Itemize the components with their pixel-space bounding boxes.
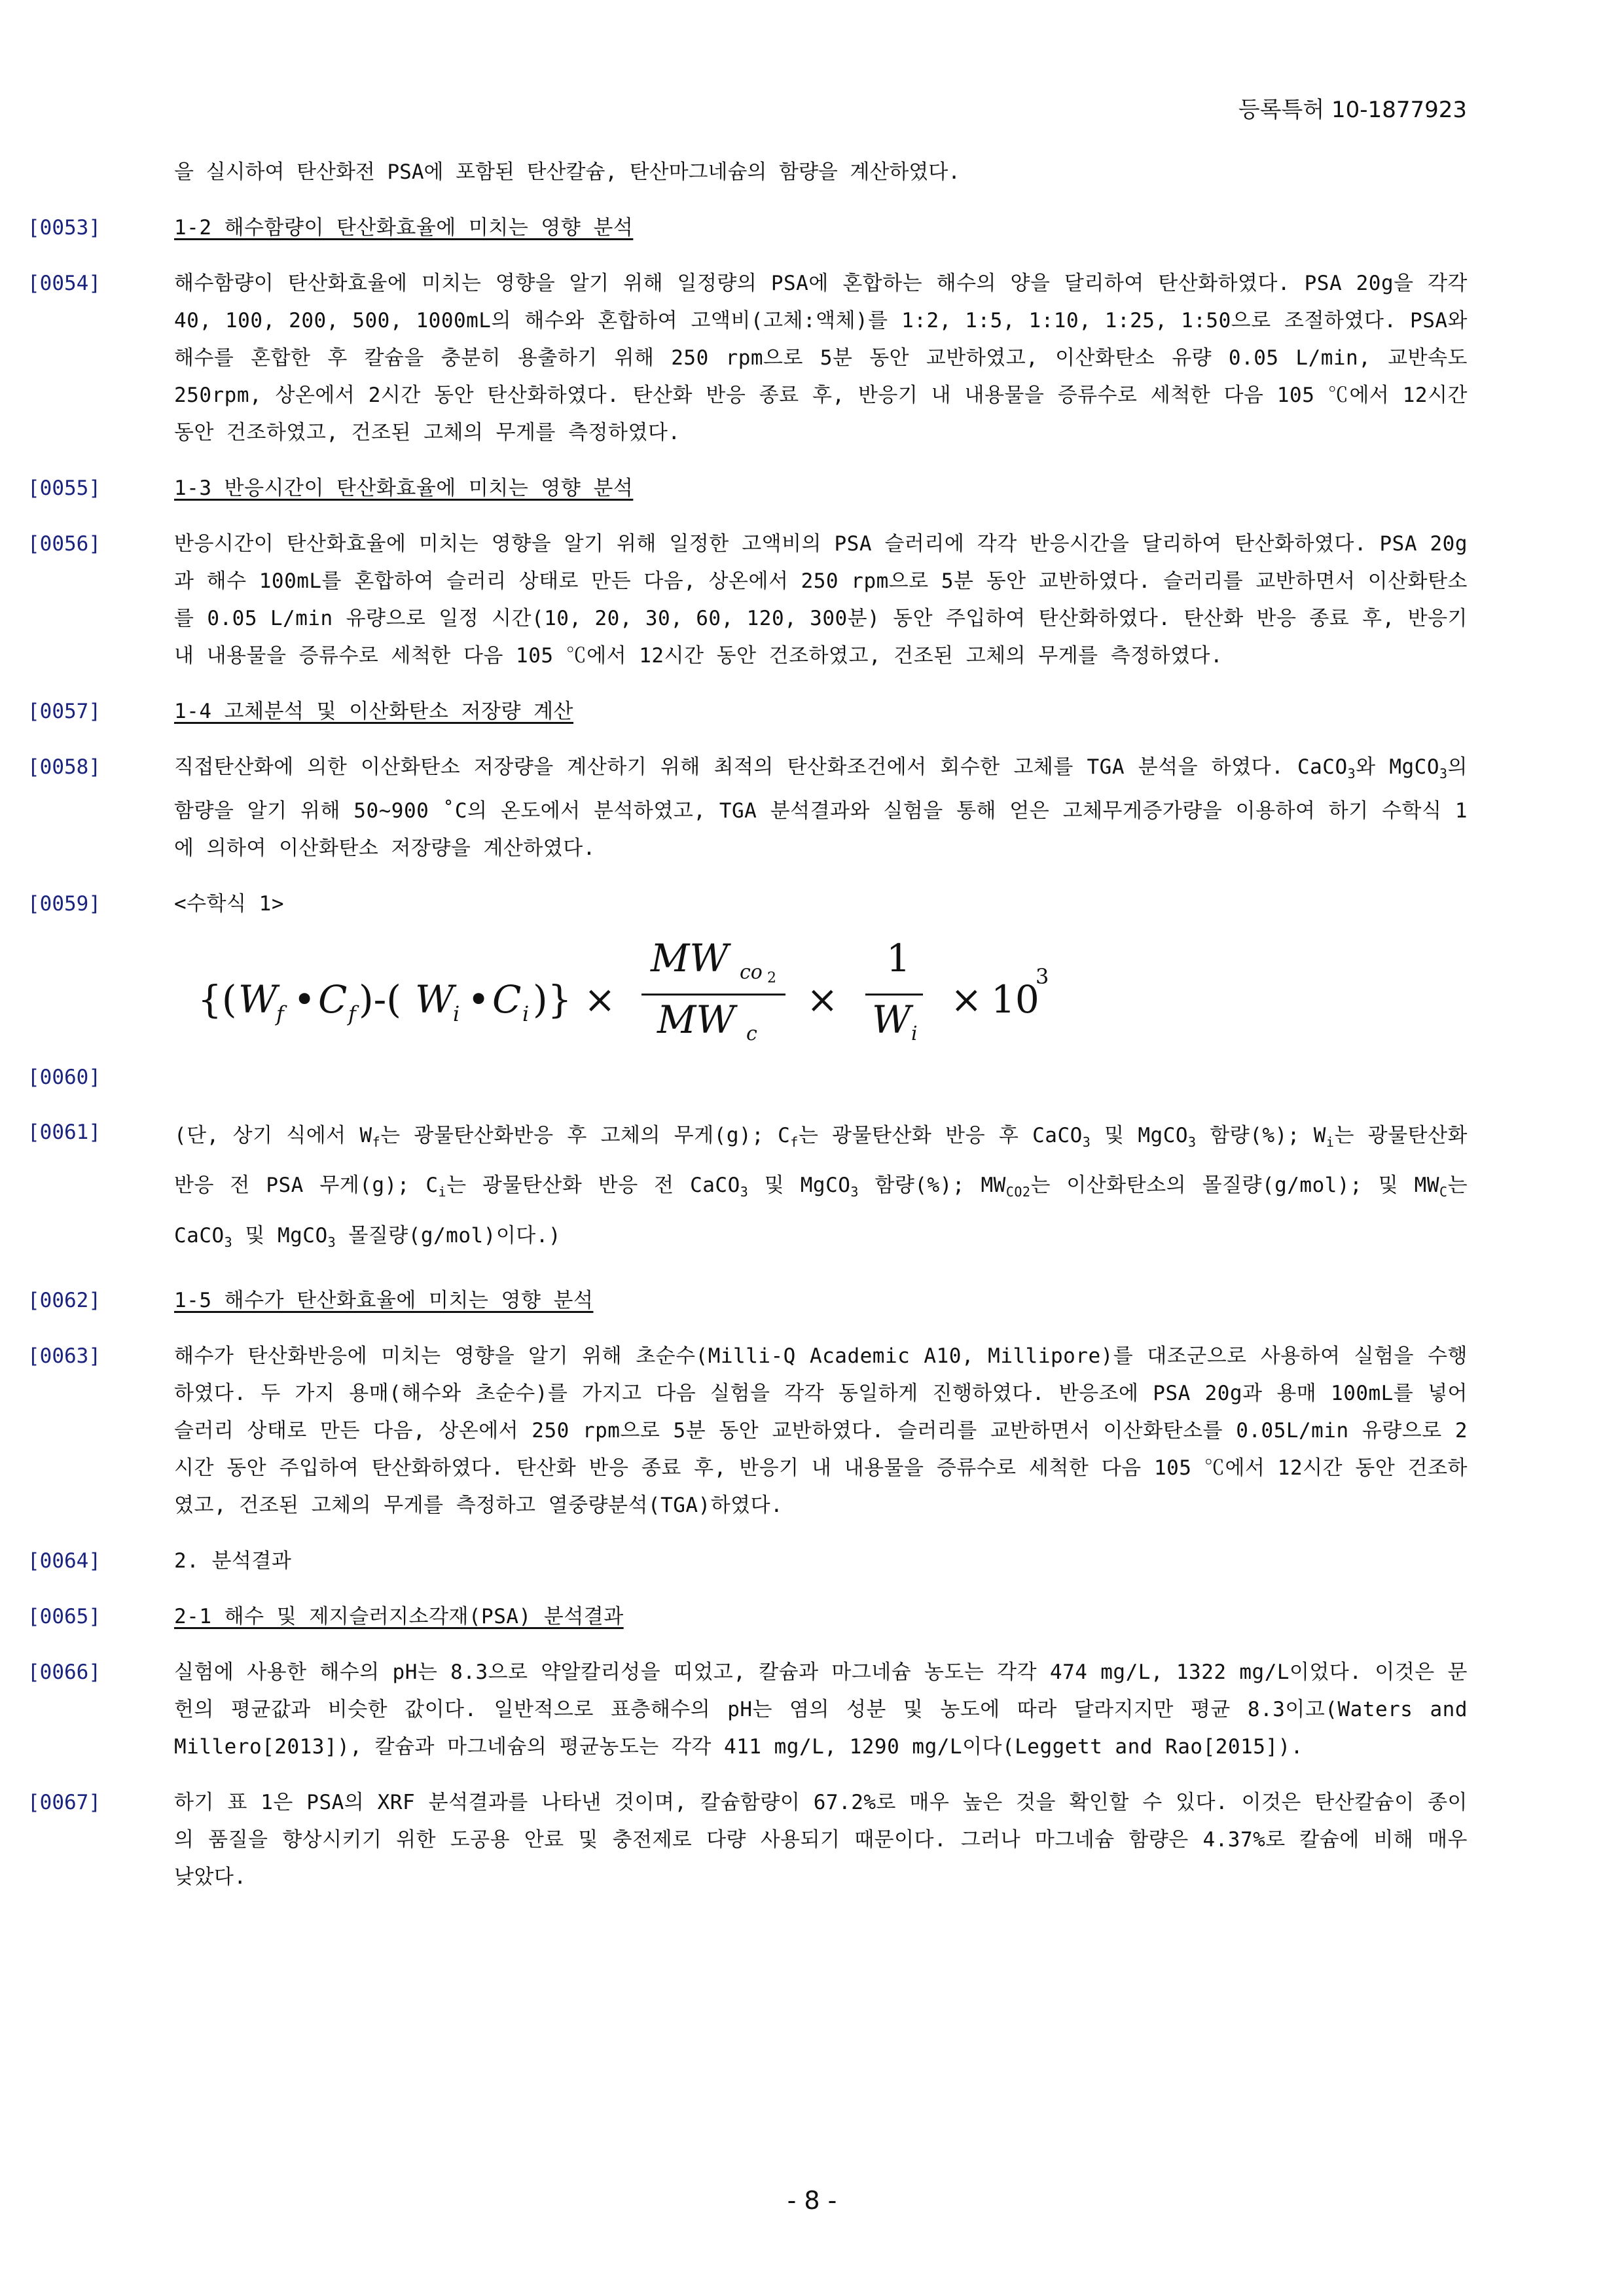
formula-brace-close: )} (533, 977, 572, 1022)
formula-dot: • (293, 977, 316, 1022)
subscript: CO2 (1005, 1184, 1031, 1200)
subscript: 3 (1082, 1134, 1091, 1151)
paragraph-0062 (27, 1282, 1468, 1319)
paragraph-0065 (27, 1598, 1468, 1636)
paragraph-text: 반응시간이 탄산화효율에 미치는 영향을 알기 위해 일정한 고액비의 PSA 슬러리에 각각 반응시간을 달리하여 탄산화하였다. PSA 20g과 해수 100mL를 혼합하여 슬러리 상태로 만든 다음, 상온에서 250 rpm으로 5분 동안 교반하였다. 슬러리를 교반하면서 이산화탄소를 0.05 L/min 유량으로 일정 시간(10, 20, 30, 60, 120, 300분) 동안 주입하여 탄산화하였다. 탄산화 반응 종료 후, 반응기 내 내용물을 증류수로 세척한 다음 105 ℃에서 12시간 동안 건조하였고, 건조된 고체의 무게를 측정하였다. (174, 532, 1468, 668)
formula-brace-open: {( (198, 977, 237, 1022)
paragraph-number: [0053] (27, 216, 101, 240)
subscript: 3 (850, 1184, 859, 1200)
section-title: 2. 분석결과 (174, 1549, 292, 1573)
formula-minus: )-( (359, 977, 401, 1022)
paragraph-number: [0054] (27, 272, 101, 295)
formula-one: 1 (886, 936, 911, 981)
text-run: 의 함량을 알기 위해 50~900 ˚C의 온도에서 분석하였고, TGA 분석결과와 실험을 통해 얻은 고체무게증가량을 이용하여 하기 수학식 1에 의하여 이산화탄소 저장량을 계산하였다. (174, 755, 1468, 861)
paragraph-number: [0061] (27, 1121, 101, 1145)
text-run: 몰질량(g/mol)이다.) (336, 1223, 562, 1247)
formula-ten: 10 (991, 977, 1039, 1022)
paragraph-0057 (27, 693, 1468, 730)
paragraph-text: 해수함량이 탄산화효율에 미치는 영향을 알기 위해 일정량의 PSA에 혼합하는 해수의 양을 달리하여 탄산화하였다. PSA 20g을 각각 40, 100, 200, 500, 1000mL의 해수와 혼합하여 고액비(고체:액체)를 1:2, 1:5, 1:10, 1:25, 1:50으로 조절하였다. PSA와 해수를 혼합한 후 칼슘을 충분히 용출하기 위해 250 rpm으로 5분 동안 교반하였고, 이산화탄소 유량 0.05 L/min, 교반속도 250rpm, 상온에서 2시간 동안 탄산화하였다. 탄산화 반응 종료 후, 반응기 내 내용물을 증류수로 세척한 다음 105 ℃에서 12시간 동안 건조하였고, 건조된 고체의 무게를 측정하였다. (174, 272, 1468, 444)
text-run: 는 이산화탄소의 몰질량(g/mol); 및 MW (1030, 1174, 1440, 1198)
paragraph-number: [0055] (27, 476, 101, 500)
paragraph-0063 (27, 1338, 1468, 1524)
text-run: 및 MgCO (1091, 1124, 1189, 1148)
formula-sub-f: f (276, 1001, 284, 1027)
page-number: - 8 - (787, 2186, 837, 2215)
paragraph-0059 (27, 886, 1468, 923)
paragraph-text: 해수가 탄산화반응에 미치는 영향을 알기 위해 초순수(Milli-Q Academic A10, Millipore)를 대조군으로 사용하여 실험을 수행하였다. 두 가지 용매(해수와 초순수)를 가지고 다음 실험을 각각 동일하게 진행하였다. 반응조에 PSA 20g과 용매 100mL를 넣어 슬러리 상태로 만든 다음, 상온에서 250 rpm으로 5분 동안 교반하였다. 슬러리를 교반하면서 이산화탄소를 0.05L/min 유량으로 2시간 동안 주입하여 탄산화하였다. 탄산화 반응 종료 후, 반응기 내 내용물을 증류수로 세척한 다음 105 ℃에서 12시간 동안 건조하였고, 건조된 고체의 무게를 측정하고 열중량분석(TGA)하였다. (174, 1344, 1468, 1517)
paragraph-0058 (27, 749, 1468, 867)
subscript: f (372, 1134, 381, 1151)
formula-times: × (584, 977, 616, 1022)
text-run: 및 MgCO (748, 1174, 851, 1198)
section-heading: 1-2 해수함량이 탄산화효율에 미치는 영향 분석 (174, 216, 634, 240)
subscript: 3 (1188, 1134, 1197, 1151)
document-body (27, 154, 1468, 1914)
formula-w: W (872, 997, 911, 1043)
paragraph-number: [0066] (27, 1660, 101, 1684)
subscript: 3 (327, 1234, 336, 1250)
formula-sub-2: 2 (767, 970, 776, 987)
text-run: 는 광물탄산화반응 전 PSA 무게(g); C (174, 1124, 1468, 1198)
paragraph-text (174, 1114, 1468, 1264)
text-run: 는 광물탄산화 반응 후 CaCO (798, 1124, 1083, 1148)
paragraph-number: [0067] (27, 1790, 101, 1814)
paragraph-number: [0064] (27, 1549, 101, 1573)
subscript: C (1439, 1184, 1448, 1200)
formula-sub-i: i (911, 1022, 918, 1046)
subscript: 3 (1439, 766, 1448, 782)
formula-exponent: 3 (1036, 964, 1049, 990)
subscript: i (1326, 1134, 1335, 1151)
formula-mw-co2: MW (651, 936, 729, 981)
section-heading: 2-1 해수 및 제지슬러지소각재(PSA) 분석결과 (174, 1604, 624, 1628)
subscript: 3 (224, 1234, 233, 1250)
paragraph-continuation: 을 실시하여 탄산화전 PSA에 포함된 탄산칼슘, 탄산마그네슘의 함량을 계산하였다. (174, 160, 960, 184)
paragraph-number: [0060] (27, 1066, 101, 1090)
text-run: (단, 상기 식에서 W (174, 1124, 372, 1148)
paragraph-0064 (27, 1543, 1468, 1580)
formula-times: × (806, 977, 839, 1022)
text-run: 함량(%); MW (858, 1174, 1006, 1198)
formula-c: C (318, 977, 348, 1022)
paragraph-text: 실험에 사용한 해수의 pH는 8.3으로 약알칼리성을 띠었고, 칼슘과 마그네슘 농도는 각각 474 mg/L, 1322 mg/L이었다. 이것은 문헌의 평균값과 비슷한 값이다. 일반적으로 표층해수의 pH는 염의 성분 및 농도에 따라 달라지지만 평균 8.3이고(Waters and Millero[2013]), 칼슘과 마그네슘의 평균농도는 각각 411 mg/L, 1290 mg/L이다(Leggett and Rao[2015]). (174, 1660, 1468, 1759)
paragraph-text: 하기 표 1은 PSA의 XRF 분석결과를 나타낸 것이며, 칼슘함량이 67.2%로 매우 높은 것을 확인할 수 있다. 이것은 탄산칼슘이 종이의 품질을 향상시키기 위한 도공용 안료 및 충전제로 다량 사용되기 때문이다. 그러나 마그네슘 함량은 4.37%로 칼슘에 비해 매우 낮았다. (174, 1790, 1468, 1889)
paragraph-0067 (27, 1784, 1468, 1896)
paragraph-number: [0063] (27, 1344, 101, 1368)
paragraph-0056 (27, 526, 1468, 675)
formula-sub-i: i (522, 1001, 530, 1027)
subscript: 3 (1347, 766, 1356, 782)
text-run: 함량(%); W (1196, 1124, 1326, 1148)
section-heading: 1-5 해수가 탄산화효율에 미치는 영향 분석 (174, 1288, 594, 1312)
text-run: 직접탄산화에 의한 이산화탄소 저장량을 계산하기 위해 최적의 탄산화조건에서 회수한 고체를 TGA 분석을 하였다. CaCO (174, 755, 1348, 779)
paragraph-number: [0059] (27, 892, 101, 916)
paragraph-0060 (27, 1059, 1468, 1096)
section-heading: 1-3 반응시간이 탄산화효율에 미치는 영향 분석 (174, 476, 634, 500)
subscript: i (438, 1184, 447, 1200)
text-run: 는 광물탄산화 반응 전 CaCO (446, 1174, 740, 1198)
text-run: 및 MgCO (232, 1223, 328, 1247)
paragraph-number: [0056] (27, 532, 101, 556)
paragraph-number: [0062] (27, 1288, 101, 1312)
formula-w: W (415, 977, 454, 1022)
equation-1 (165, 936, 1468, 1052)
paragraph-0053 (27, 209, 1468, 247)
paragraph-number: [0065] (27, 1604, 101, 1628)
formula-sub-c: c (746, 1022, 757, 1046)
paragraph-0054 (27, 265, 1468, 452)
paragraph-number: [0057] (27, 700, 101, 723)
paragraph-0061 (27, 1114, 1468, 1264)
formula-sub-f: f (348, 1001, 356, 1027)
equation-label: <수학식 1> (174, 892, 284, 916)
subscript: 3 (740, 1184, 749, 1200)
paragraph-0055 (27, 470, 1468, 507)
patent-number-header: 등록특허 10-1877923 (1238, 97, 1467, 123)
formula-fraction-line (641, 994, 785, 996)
formula-sub-co: co (740, 961, 763, 984)
text-run: 는 광물탄산화반응 후 고체의 무게(g); C (380, 1124, 791, 1148)
paragraph-0066 (27, 1654, 1468, 1766)
formula-times: × (950, 977, 983, 1022)
formula-dot: • (467, 977, 490, 1022)
paragraph-number: [0058] (27, 755, 101, 779)
text-run: 는 CaCO (174, 1174, 1468, 1247)
section-heading: 1-4 고체분석 및 이산화탄소 저장량 계산 (174, 700, 573, 723)
paragraph-text (174, 749, 1468, 867)
formula-sub-i: i (453, 1001, 460, 1027)
formula-c: C (492, 977, 522, 1022)
subscript: f (790, 1134, 799, 1151)
formula-fraction-line (865, 994, 923, 996)
text-run: 와 MgCO (1356, 755, 1439, 779)
formula-mw-c: MW (657, 997, 736, 1043)
formula-w: W (238, 977, 278, 1022)
